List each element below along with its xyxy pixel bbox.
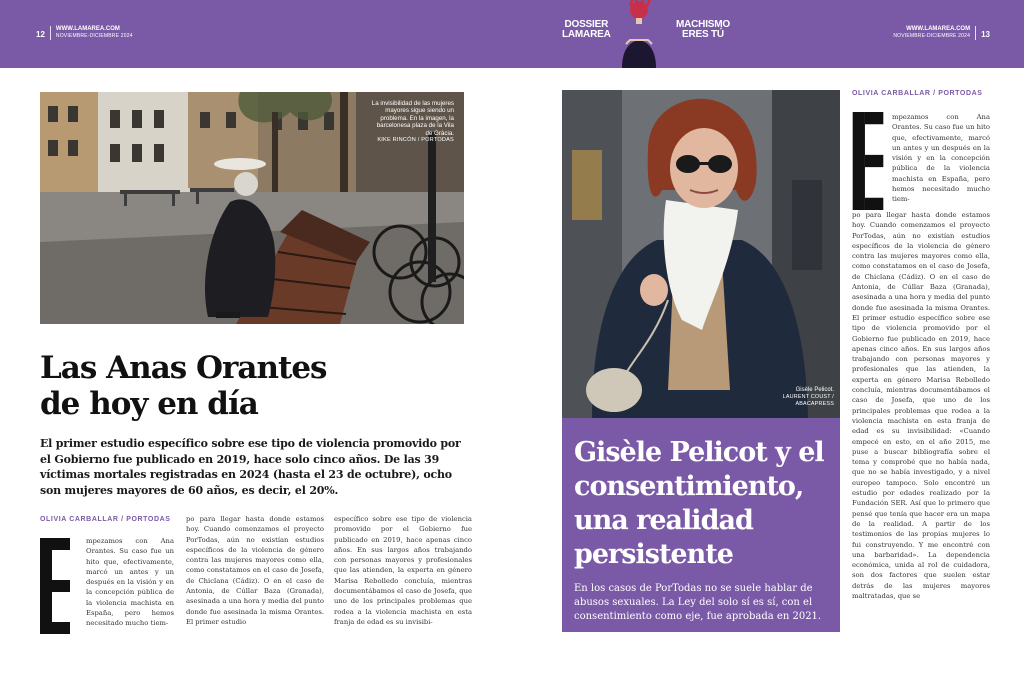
caption-text: Gisèle Pelicot. bbox=[795, 387, 834, 393]
article-body-col-1: mpezamos con Ana Orantes. Su caso fue un hito que, efectivamente, marcó un antes y un después en la visión y en la concepción pública de la violencia machista en España, pero hemos necesitado mucho tiem- bbox=[86, 537, 174, 628]
pelicot-photo-illustration bbox=[562, 90, 840, 418]
folio-divider-right bbox=[975, 26, 976, 40]
plaza-photo bbox=[40, 92, 464, 324]
drop-cap-e bbox=[40, 538, 70, 634]
section-label-right bbox=[676, 20, 730, 40]
feature-title-box bbox=[562, 418, 840, 632]
drop-cap-e-right bbox=[852, 112, 884, 210]
site-url-right[interactable]: WWW.LAMAREA.COM bbox=[906, 25, 971, 32]
feature-dek: En los casos de PorTodas no se suele hablar de abusos sexuales. La Ley del solo sí es sí, con el consentimiento como eje, fue aprobada en 2021. bbox=[574, 583, 822, 622]
headline-line: de hoy en día bbox=[40, 386, 258, 422]
section-label-line: DOSSIER bbox=[564, 19, 609, 30]
woman-silhouette-icon bbox=[604, 0, 674, 68]
byline: OLIVIA CARBALLAR / PORTODAS bbox=[40, 516, 171, 523]
article-body-col-2: po para llegar hasta donde estamos hoy. Cuando comenzamos el proyecto PorTodas, aún no existían estudios específicos de la violencia de género contra las mujeres mayores como ella, como constatamos en el caso de Josefa, de Chiclana (Cádiz). O en el caso de Antonia, de Cúllar Baza (Granada), asesinada a una hora y media del punto donde fue asesinada la misma Orantes. El primer estudio bbox=[186, 515, 324, 626]
photo-credit: LAURENT COUST / ABACAPRESS bbox=[782, 394, 834, 407]
photo-caption-right bbox=[764, 387, 834, 408]
folio-right bbox=[893, 24, 990, 42]
issue-date-right: NOVIEMBRE-DICIEMBRE 2024 bbox=[893, 32, 971, 39]
pelicot-photo bbox=[562, 90, 840, 418]
article-dek: El primer estudio específico sobre ese tipo de violencia promovido por el Gobierno fue publicado en 2019, hace solo cinco años. De las 39 víctimas mortales registradas en 2024 (hasta el 23 de octubre), ocho son mujeres mayores de 60 años, es decir, el 20%. bbox=[40, 437, 461, 497]
section-label-line: LAMAREA bbox=[562, 29, 611, 40]
issue-date: NOVIEMBRE-DICIEMBRE 2024 bbox=[55, 32, 133, 39]
folio-divider bbox=[50, 26, 51, 40]
byline-right: OLIVIA CARBALLAR / PORTODAS bbox=[852, 90, 983, 97]
photo-caption-left bbox=[370, 100, 454, 144]
article-body-right-b: po para llegar hasta donde estamos hoy. Cuando comenzamos el proyecto PorTodas, aún no existían estudios específicos de la violencia de género contra las mujeres mayores como ella, como constatamos en el caso de Josefa, de Chiclana (Cádiz). O en el caso de Antonia, de Cúllar Baza (Granada), asesinada a una hora y media del punto donde fue asesinada la misma Orantes. El primer estudio específico sobre ese tipo de violencia promovido por el Gobierno fue publicado en 2019, hace apenas cinco años. En sus largos años trabajando con personas mayores y profesionales que las atienden, la experta en género Marisa Rebolledo concluía, mientras documentábamos el caso de Josefa, que uno de los principales problemas que rodea a la violencia machista en esta franja de edad es su invisibilidad: «Cuando empecé en esto, en el año 2015, me puse a buscar bibliografía sobre el tema y comprobé que no había nada, que no se había investigado, y a nivel europeo tampoco. Solo encontré un estudio por edades realizado por la Fundación SER. Así que lo primero que pensé que tenía que hacer era un mapa de la realidad. A partir de los testimonios de las propias mujeres lo fui construyendo. Y me encontré con una barbaridad». La dependencia económica, unida al rol de cuidadora, son dos factores que suelen estar detrás de las mujeres mayores maltratadas, que se bbox=[852, 211, 990, 600]
photo-credit: KIKE RINCÓN / PORTODAS bbox=[377, 137, 454, 144]
section-label-line: MACHISMO bbox=[676, 19, 730, 30]
folio-left bbox=[36, 24, 133, 42]
site-url[interactable]: WWW.LAMAREA.COM bbox=[55, 25, 120, 32]
header-band bbox=[0, 0, 1024, 68]
feature-title: Gisèle Pelicot y el consentimiento, una realidad persistente bbox=[574, 437, 824, 570]
headline-line: Las Anas Orantes bbox=[40, 350, 327, 386]
article-body-col-3: específico sobre ese tipo de violencia promovido por el Gobierno fue publicado en 2019, hace apenas cinco años. En sus largos años trabajando con personas mayores y profesionales que las atienden, la experta en género Marisa Rebolledo concluía, mientras documentábamos el caso de Josefa, que uno de los principales problemas que rodea a la violencia machista en esta franja de edad es su invisibi- bbox=[334, 515, 472, 626]
article-body-right-a: mpezamos con Ana Orantes. Su caso fue un hito que, efectivamente, marcó un antes y un después en la visión y en la concepción pública de la violencia machista en España, pero hemos necesitado mucho tiem- bbox=[892, 113, 990, 204]
page-number-right: 13 bbox=[981, 30, 990, 39]
page-number-left: 12 bbox=[36, 30, 45, 39]
article-headline bbox=[40, 350, 460, 422]
section-label-line: ERES TÚ bbox=[682, 29, 724, 40]
caption-text: La invisibilidad de las mujeres mayores sigue siendo un problema. En la imagen, la barcelonesa plaza de la Vila de Gràcia. bbox=[371, 100, 454, 137]
